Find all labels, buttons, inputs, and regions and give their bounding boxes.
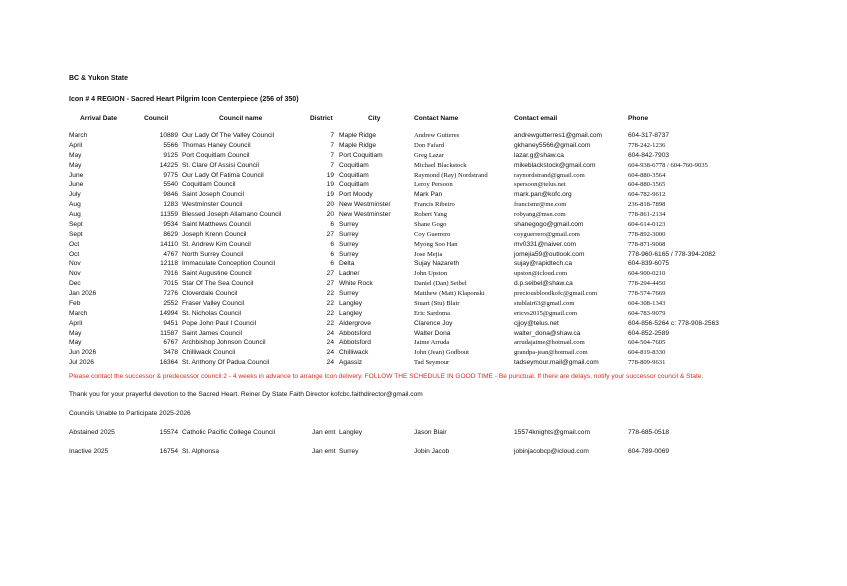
arrival-date: Feb bbox=[69, 299, 81, 307]
contact-email[interactable]: robyang@msn.com bbox=[514, 211, 566, 219]
contact-email[interactable]: andrewgutterres1@gmail.com bbox=[514, 132, 603, 139]
council-number: 2552 bbox=[163, 299, 178, 307]
arrival-date: April bbox=[69, 319, 83, 327]
arrival-date: May bbox=[69, 339, 82, 347]
district: 24 bbox=[326, 339, 334, 347]
table-row bbox=[0, 180, 847, 190]
unable-row bbox=[0, 428, 847, 438]
council-name: Port Coquitlam Council bbox=[182, 151, 250, 159]
arrival-date: March bbox=[69, 132, 88, 139]
arrival-date: April bbox=[69, 141, 83, 149]
district: 22 bbox=[326, 309, 334, 317]
council-number: 7276 bbox=[163, 290, 178, 298]
header-contact-email: Contact email bbox=[514, 115, 558, 122]
table-row bbox=[0, 220, 847, 230]
district: 19 bbox=[326, 181, 334, 189]
council-name: Pope John Paul I Council bbox=[182, 319, 257, 327]
phone: 604-880-3565 bbox=[628, 181, 666, 189]
district: 6 bbox=[330, 260, 334, 268]
district: Jan emt bbox=[312, 429, 336, 436]
contact-email[interactable]: mikeblackstock@gmail.com bbox=[514, 161, 596, 169]
council-name: North Surrey Council bbox=[182, 250, 244, 258]
council-name: Saint Matthews Council bbox=[182, 220, 251, 228]
phone: 604-614-0123 bbox=[628, 220, 666, 228]
council-name: St. Andrew Kim Council bbox=[182, 240, 251, 248]
table-row bbox=[0, 210, 847, 220]
council-number: 6767 bbox=[163, 339, 178, 347]
table-row bbox=[0, 171, 847, 181]
council-name: St. Alphonsa bbox=[182, 448, 220, 455]
delivery-notice: Please contact the successor & predecessor council 2 - 4 weeks in advance to arrange Icon delivery. FOLLOW THE SCHEDULE IN GOOD TIME - Be punctual. If there are delays, notify your successor council & State. bbox=[69, 373, 704, 380]
contact-name: Walter Dona bbox=[414, 329, 451, 337]
header-phone: Phone bbox=[628, 115, 649, 122]
council-number: 9451 bbox=[163, 319, 178, 327]
arrival-date: May bbox=[69, 329, 82, 337]
arrival-date: Jun 2026 bbox=[69, 349, 97, 357]
arrival-date: July bbox=[69, 191, 81, 199]
council-name: Catholic Pacific College Council bbox=[182, 429, 276, 436]
council-number: 14110 bbox=[160, 240, 178, 248]
contact-name: Shane Gogo bbox=[414, 220, 447, 228]
table-row bbox=[0, 329, 847, 339]
thanks-note: Thank you for your prayerful devotion to the Sacred Heart. Reiner Dy State Faith Director kofcbc.faithdirector@gmail.com bbox=[69, 391, 423, 398]
council-name: Cloverdale Council bbox=[182, 290, 238, 298]
contact-name: Francis Ribeiro bbox=[414, 201, 455, 209]
council-number: 7015 bbox=[163, 280, 178, 288]
council-name: St. Clare Of Assisi Council bbox=[182, 161, 259, 169]
contact-name: John (Jean) Godbout bbox=[414, 349, 469, 357]
council-number: 14994 bbox=[159, 309, 178, 317]
contact-name: Jose Mejia bbox=[414, 250, 443, 258]
table-row bbox=[0, 299, 847, 309]
arrival-date: Sept bbox=[69, 220, 83, 228]
table-row bbox=[0, 358, 847, 368]
header-district: District bbox=[310, 115, 333, 122]
contact-email[interactable]: cjjoy@telus.net bbox=[514, 319, 559, 327]
document-heading: BC & Yukon State bbox=[69, 75, 128, 82]
contact-email[interactable]: mark.pan@kofc.org bbox=[514, 191, 572, 199]
council-name: Saint James Council bbox=[182, 329, 243, 337]
city: Surrey bbox=[339, 240, 359, 248]
city: Surrey bbox=[339, 290, 359, 298]
phone: 604-317-8737 bbox=[628, 132, 670, 139]
contact-name: Sujay Nazareth bbox=[414, 260, 460, 268]
city: White Rock bbox=[339, 280, 373, 288]
arrival-date: May bbox=[69, 161, 82, 169]
contact-name: Daniel (Dan) Seibel bbox=[414, 280, 467, 288]
council-number: 9775 bbox=[163, 171, 178, 179]
header-city: City bbox=[368, 115, 381, 122]
city: Agassiz bbox=[339, 359, 363, 367]
contact-email[interactable]: ericvs2015@gmail.com bbox=[514, 309, 578, 317]
status: Abstained 2025 bbox=[69, 429, 115, 436]
contact-name: Stuart (Stu) Blair bbox=[414, 299, 460, 307]
council-name: Archbishop Johnson Council bbox=[182, 339, 266, 347]
district: 24 bbox=[326, 359, 334, 367]
district: 20 bbox=[326, 201, 334, 209]
contact-name: Myong Soo Han bbox=[414, 240, 458, 248]
arrival-date: Nov bbox=[69, 260, 81, 268]
header-council-name: Council name bbox=[219, 115, 263, 122]
district: 7 bbox=[330, 151, 334, 159]
table-row bbox=[0, 200, 847, 210]
phone: 778-871-9008 bbox=[628, 240, 666, 248]
contact-email[interactable]: walter_dona@shaw.ca bbox=[514, 329, 581, 337]
council-name: Our Lady Of Fatima Council bbox=[182, 171, 264, 179]
city: Ladner bbox=[339, 270, 360, 278]
unable-row bbox=[0, 447, 847, 457]
council-number: 5540 bbox=[163, 181, 178, 189]
council-number: 9846 bbox=[163, 191, 178, 199]
council-name: Chilliwack Council bbox=[182, 349, 236, 357]
arrival-date: Sept bbox=[69, 230, 83, 238]
phone: 778-960-6165 / 778-394-2082 bbox=[628, 250, 716, 258]
phone: 604-839-6075 bbox=[628, 260, 670, 268]
phone: 778-892-3000 bbox=[628, 230, 666, 238]
district: 7 bbox=[330, 141, 334, 149]
table-row bbox=[0, 309, 847, 319]
arrival-date: Jul 2026 bbox=[69, 359, 94, 367]
district: Jan emt bbox=[312, 448, 336, 455]
contact-name: Clarence Joy bbox=[414, 319, 453, 327]
council-name: Our Lady Of The Valley Council bbox=[182, 132, 275, 139]
table-row bbox=[0, 338, 847, 348]
council-name: Saint Joseph Council bbox=[182, 191, 244, 199]
city: Langley bbox=[339, 429, 363, 436]
district: 6 bbox=[330, 240, 334, 248]
phone: 778-574-7669 bbox=[628, 290, 666, 298]
status: Inactive 2025 bbox=[69, 448, 109, 455]
city: New Westminster bbox=[339, 201, 391, 209]
arrival-date: Aug bbox=[69, 211, 81, 219]
table-row bbox=[0, 131, 847, 141]
district: 7 bbox=[330, 161, 334, 169]
table-row bbox=[0, 269, 847, 279]
district: 6 bbox=[330, 250, 334, 258]
district: 22 bbox=[326, 299, 334, 307]
phone: 778-809-9631 bbox=[628, 359, 666, 367]
contact-email[interactable]: 15574knights@gmail.com bbox=[514, 429, 590, 436]
arrival-date: May bbox=[69, 151, 82, 159]
arrival-date: June bbox=[69, 171, 84, 179]
phone: 604-900-0210 bbox=[628, 270, 666, 278]
phone: 604-856-5264 c: 778-908-2563 bbox=[628, 319, 719, 327]
city: Surrey bbox=[339, 230, 359, 238]
contact-name: Raymond (Ray) Nordstrand bbox=[414, 171, 488, 179]
city: Chilliwack bbox=[339, 349, 369, 357]
contact-email[interactable]: tadseymour.mail@gmail.com bbox=[514, 359, 599, 367]
table-row bbox=[0, 279, 847, 289]
council-number: 11587 bbox=[160, 329, 178, 337]
contact-name: Greg Lazar bbox=[414, 151, 444, 159]
city: Coquitlam bbox=[339, 161, 369, 169]
phone: 604-504-7605 bbox=[628, 339, 666, 347]
council-name: Star Of The Sea Council bbox=[182, 280, 254, 288]
contact-email[interactable]: coyguerrero@gmail.com bbox=[514, 230, 580, 238]
contact-name: Eric Sardoma bbox=[414, 309, 451, 317]
phone: 604-308-1343 bbox=[628, 299, 666, 307]
contact-name: Tad Seymour bbox=[414, 359, 450, 367]
table-row bbox=[0, 348, 847, 358]
contact-email[interactable]: jomejia59@outlook.com bbox=[514, 250, 585, 258]
city: Surrey bbox=[339, 250, 359, 258]
table-row bbox=[0, 250, 847, 260]
council-number: 9125 bbox=[163, 151, 178, 159]
district: 24 bbox=[326, 349, 334, 357]
arrival-date: Aug bbox=[69, 201, 81, 209]
table-row bbox=[0, 141, 847, 151]
city: Abbotsford bbox=[339, 329, 371, 337]
arrival-date: March bbox=[69, 309, 88, 317]
phone: 778-685-0518 bbox=[628, 429, 670, 436]
council-name: St. Nicholas Council bbox=[182, 309, 242, 317]
contact-name: Don Fafard bbox=[414, 141, 445, 149]
council-number: 16364 bbox=[159, 359, 178, 367]
city: New Westminster bbox=[339, 211, 391, 219]
district: 27 bbox=[326, 270, 334, 278]
district: 19 bbox=[326, 191, 334, 199]
header-arrival-date: Arrival Date bbox=[80, 115, 118, 122]
district: 22 bbox=[326, 319, 334, 327]
city: Port Coquitlam bbox=[339, 151, 383, 159]
city: Coquitlam bbox=[339, 181, 369, 189]
city: Maple Ridge bbox=[339, 132, 377, 139]
contact-name: Leroy Persoon bbox=[414, 181, 453, 189]
council-number: 5566 bbox=[163, 141, 178, 149]
district: 7 bbox=[330, 132, 334, 139]
city: Langley bbox=[339, 309, 363, 317]
council-number: 7916 bbox=[163, 270, 178, 278]
contact-email[interactable]: arrudajaime@hotmail.com bbox=[514, 339, 585, 347]
city: Langley bbox=[339, 299, 363, 307]
council-name: St. Anthony Of Padua Council bbox=[182, 359, 270, 367]
phone: 604-782-9612 bbox=[628, 191, 666, 199]
city: Maple Ridge bbox=[339, 141, 377, 149]
contact-name: Matthew (Matt) Klaponski bbox=[414, 290, 485, 298]
contact-email[interactable]: preciousbloodkofc@gmail.com bbox=[514, 290, 598, 298]
table-row bbox=[0, 319, 847, 329]
district: 19 bbox=[326, 171, 334, 179]
phone: 604-819-8330 bbox=[628, 349, 666, 357]
contact-email[interactable]: upston@icloud.com bbox=[514, 270, 568, 278]
city: Abbotsford bbox=[339, 339, 371, 347]
council-name: Saint Augustine Council bbox=[182, 270, 252, 278]
contact-email[interactable]: jobinjacobcp@icloud.com bbox=[514, 448, 589, 455]
arrival-date: Oct bbox=[69, 250, 80, 258]
contact-email[interactable]: d.p.seibel@shaw.ca bbox=[514, 280, 573, 288]
council-number: 8629 bbox=[163, 230, 178, 238]
city: Port Moody bbox=[339, 191, 373, 199]
contact-email[interactable]: francismr@me.com bbox=[514, 201, 567, 209]
phone: 604-852-2589 bbox=[628, 329, 670, 337]
council-number: 11359 bbox=[160, 211, 178, 219]
table-row bbox=[0, 151, 847, 161]
phone: 778-242-1236 bbox=[628, 141, 666, 149]
table-row bbox=[0, 161, 847, 171]
unable-heading: Councils Unable to Participate 2025-2026 bbox=[69, 410, 191, 417]
phone: 778-294-4450 bbox=[628, 280, 666, 288]
city: Delta bbox=[339, 260, 355, 268]
district: 24 bbox=[326, 329, 334, 337]
table-row bbox=[0, 259, 847, 269]
contact-name: Mark Pan bbox=[414, 191, 443, 199]
council-number: 15574 bbox=[159, 429, 178, 436]
district: 27 bbox=[326, 280, 334, 288]
table-row bbox=[0, 240, 847, 250]
district: 27 bbox=[326, 230, 334, 238]
phone: 778-861-2134 bbox=[628, 211, 666, 219]
header-contact-name: Contact Name bbox=[414, 115, 459, 122]
contact-name: Robert Yang bbox=[414, 211, 447, 219]
district: 20 bbox=[326, 211, 334, 219]
phone: 604-842-7903 bbox=[628, 151, 670, 159]
header-council: Council bbox=[144, 115, 169, 122]
council-number: 12118 bbox=[160, 260, 178, 268]
table-row bbox=[0, 230, 847, 240]
council-name: Westminster Council bbox=[182, 201, 243, 209]
city: Surrey bbox=[339, 448, 359, 455]
phone: 236-818-7898 bbox=[628, 201, 666, 209]
contact-email[interactable]: mv0331@naiver.com bbox=[514, 240, 577, 248]
contact-email[interactable]: stublair63@gmail.com bbox=[514, 299, 575, 307]
contact-name: Coy Guerrero bbox=[414, 230, 451, 238]
arrival-date: Oct bbox=[69, 240, 80, 248]
contact-name: Andrew Gutteres bbox=[414, 132, 460, 139]
council-number: 9534 bbox=[163, 220, 178, 228]
contact-email[interactable]: grandpa-jean@hotmail.com bbox=[514, 349, 588, 357]
contact-name: Jobin Jacob bbox=[414, 448, 450, 455]
council-name: Fraser Valley Council bbox=[182, 299, 245, 307]
document-subheading: Icon # 4 REGION - Sacred Heart Pilgrim Icon Centerpiece (256 of 350) bbox=[69, 96, 299, 103]
table-row bbox=[0, 289, 847, 299]
council-name: Coquitlam Council bbox=[182, 181, 236, 189]
contact-email[interactable]: spersoon@telus.net bbox=[514, 181, 566, 189]
arrival-date: June bbox=[69, 181, 84, 189]
arrival-date: Jan 2026 bbox=[69, 290, 97, 298]
contact-email[interactable]: raynordstrand@gmail.com bbox=[514, 171, 585, 179]
contact-name: Jaime Arruda bbox=[414, 339, 450, 347]
district: 6 bbox=[330, 220, 334, 228]
council-number: 4767 bbox=[163, 250, 178, 258]
contact-email[interactable]: shanegogo@gmail.com bbox=[514, 220, 584, 228]
phone: 604-880-3564 bbox=[628, 171, 666, 179]
council-number: 14225 bbox=[159, 161, 178, 169]
council-number: 16754 bbox=[159, 448, 178, 455]
contact-email[interactable]: sujay@rapidtech.ca bbox=[514, 260, 573, 268]
city: Aldergrove bbox=[339, 319, 371, 327]
council-number: 1283 bbox=[163, 201, 178, 209]
arrival-date: Nov bbox=[69, 270, 81, 278]
council-name: Joseph Krenn Council bbox=[182, 230, 247, 238]
district: 22 bbox=[326, 290, 334, 298]
phone: 604-789-0069 bbox=[628, 448, 670, 455]
council-name: Blessed Joseph Allamano Council bbox=[182, 211, 282, 219]
council-number: 3478 bbox=[163, 349, 178, 357]
council-name: Immaculate Conception Council bbox=[182, 260, 276, 268]
council-name: Thomas Haney Council bbox=[182, 141, 251, 149]
contact-email[interactable]: gkhaney5566@gmail.com bbox=[514, 141, 591, 149]
contact-name: John Upston bbox=[414, 270, 448, 278]
phone: 604-783-9079 bbox=[628, 309, 666, 317]
contact-name: Jason Blair bbox=[414, 429, 447, 436]
contact-email[interactable]: lazar.g@shaw.ca bbox=[514, 151, 564, 159]
city: Surrey bbox=[339, 220, 359, 228]
council-number: 10889 bbox=[159, 132, 178, 139]
contact-name: Michael Blackstock bbox=[414, 161, 467, 169]
city: Coquitlam bbox=[339, 171, 369, 179]
arrival-date: Dec bbox=[69, 280, 81, 288]
phone: 604-938-6778 / 604-760-9035 bbox=[628, 161, 708, 169]
table-row bbox=[0, 190, 847, 200]
